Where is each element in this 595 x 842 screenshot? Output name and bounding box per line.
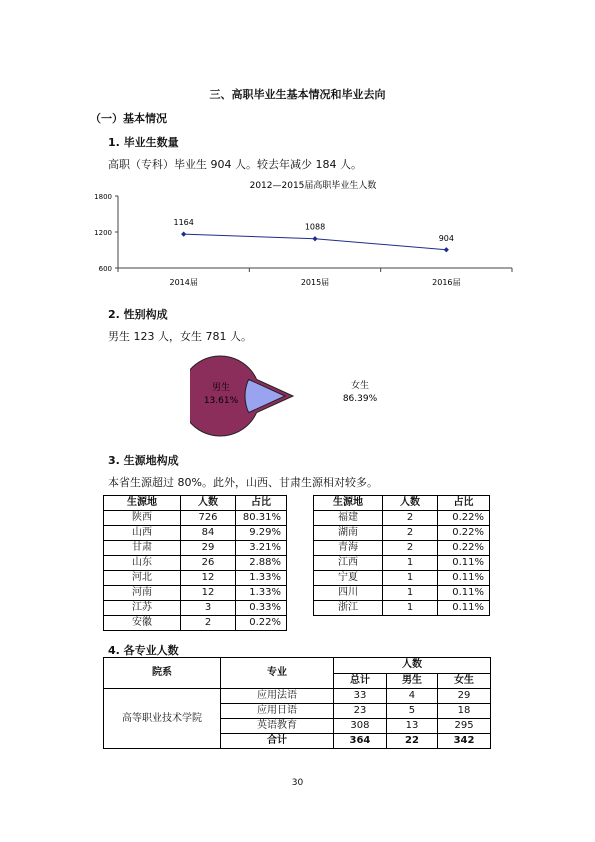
count-cell: 84	[181, 526, 236, 541]
count-cell: 1	[383, 586, 438, 601]
origin-cell: 浙江	[314, 601, 383, 616]
table-header-row	[104, 496, 287, 511]
column-header: 生源地	[104, 496, 181, 511]
heading-origin: 3. 生源地构成	[108, 454, 179, 467]
table-row	[104, 586, 287, 601]
table-row	[314, 541, 490, 556]
origin-cell: 江西	[314, 556, 383, 571]
male-cell: 5	[386, 704, 437, 719]
paragraph-gender: 男生 123 人，女生 781 人。	[108, 330, 252, 343]
count-cell: 2	[383, 526, 438, 541]
share-cell: 0.22%	[438, 511, 490, 526]
data-label: 1088	[304, 222, 326, 232]
heading-graduate-count: 1. 毕业生数量	[108, 136, 179, 149]
series-points	[181, 232, 449, 253]
origin-cell: 四川	[314, 586, 383, 601]
table-row	[104, 541, 287, 556]
share-cell: 0.11%	[438, 601, 490, 616]
female-cell: 295	[438, 719, 491, 734]
origin-cell: 山东	[104, 556, 181, 571]
count-cell: 726	[181, 511, 236, 526]
table-row	[104, 571, 287, 586]
table-header-row	[314, 496, 490, 511]
heading-major: 4. 各专业人数	[108, 644, 179, 657]
count-cell: 1	[383, 571, 438, 586]
column-header: 生源地	[314, 496, 383, 511]
pie-pct-female: 86.39%	[342, 394, 378, 404]
share-cell: 0.22%	[438, 526, 490, 541]
pie-label-male: 男生	[211, 383, 231, 393]
origin-cell: 甘肃	[104, 541, 181, 556]
table-row	[104, 556, 287, 571]
female-cell: 18	[438, 704, 491, 719]
major-cell: 英语教育	[221, 719, 334, 734]
data-label: 904	[438, 233, 454, 243]
male-cell: 4	[386, 689, 437, 704]
data-point	[312, 236, 317, 241]
header-dept: 院系	[104, 658, 221, 689]
x-tick-labels	[169, 278, 460, 287]
table-header-row	[104, 658, 491, 674]
gender-pie-chart	[190, 348, 400, 444]
major-cell: 应用法语	[221, 689, 334, 704]
major-table	[103, 657, 491, 749]
y-tick-label: 1200	[94, 229, 112, 237]
table-row	[104, 601, 287, 616]
sum-male: 22	[386, 734, 437, 749]
table-row	[314, 556, 490, 571]
header-male: 男生	[386, 673, 437, 689]
table-row	[314, 601, 490, 616]
origin-cell: 湖南	[314, 526, 383, 541]
total-cell: 23	[334, 704, 387, 719]
count-cell: 26	[181, 556, 236, 571]
table-row	[314, 511, 490, 526]
count-cell: 1	[383, 601, 438, 616]
origin-cell: 江苏	[104, 601, 181, 616]
origin-cell: 河北	[104, 571, 181, 586]
origin-table-left	[103, 495, 287, 631]
count-cell: 2	[383, 511, 438, 526]
count-cell: 3	[181, 601, 236, 616]
share-cell: 0.11%	[438, 556, 490, 571]
data-point	[444, 247, 449, 252]
table-row	[104, 511, 287, 526]
origin-cell: 安徽	[104, 616, 181, 631]
table-row	[314, 586, 490, 601]
paragraph-graduate-count: 高职（专科）毕业生 904 人。较去年减少 184 人。	[108, 158, 362, 171]
male-cell: 13	[386, 719, 437, 734]
table-row	[104, 616, 287, 631]
y-tick-label: 1800	[94, 193, 112, 201]
x-tick-label: 2016届	[432, 278, 461, 287]
count-cell: 2	[383, 541, 438, 556]
origin-cell: 青海	[314, 541, 383, 556]
column-header: 人数	[181, 496, 236, 511]
header-major: 专业	[221, 658, 334, 689]
pie-pct-male: 13.61%	[203, 396, 239, 406]
count-cell: 29	[181, 541, 236, 556]
x-tick-label: 2015届	[300, 278, 330, 287]
total-cell: 33	[334, 689, 387, 704]
origin-cell: 福建	[314, 511, 383, 526]
paragraph-origin: 本省生源超过 80%。此外，山西、甘肃生源相对较多。	[108, 476, 378, 489]
heading-gender: 2. 性别构成	[108, 308, 168, 321]
share-cell: 0.22%	[236, 616, 287, 631]
sum-female: 342	[438, 734, 491, 749]
share-cell: 0.22%	[438, 541, 490, 556]
table-row	[314, 571, 490, 586]
pie-label-female: 女生	[350, 381, 370, 391]
share-cell: 0.11%	[438, 571, 490, 586]
subsection-basic-info: （一）基本情况	[90, 112, 167, 125]
origin-cell: 河南	[104, 586, 181, 601]
column-header: 人数	[383, 496, 438, 511]
origin-cell: 宁夏	[314, 571, 383, 586]
count-cell: 1	[383, 556, 438, 571]
column-header: 占比	[438, 496, 490, 511]
header-people: 人数	[334, 658, 491, 674]
count-cell: 12	[181, 571, 236, 586]
table-row	[104, 526, 287, 541]
header-female: 女生	[438, 673, 491, 689]
origin-left-body	[104, 511, 287, 631]
column-header: 占比	[236, 496, 287, 511]
share-cell: 0.33%	[236, 601, 287, 616]
y-tick-labels	[94, 193, 118, 273]
chart-title: 2012—2015届高职毕业生人数	[249, 181, 377, 191]
female-cell: 29	[438, 689, 491, 704]
header-total: 总计	[334, 673, 387, 689]
total-cell: 308	[334, 719, 387, 734]
share-cell: 1.33%	[236, 586, 287, 601]
graduate-count-line-chart	[80, 178, 530, 298]
major-cell: 应用日语	[221, 704, 334, 719]
share-cell: 0.11%	[438, 586, 490, 601]
origin-cell: 山西	[104, 526, 181, 541]
share-cell: 80.31%	[236, 511, 287, 526]
share-cell: 9.29%	[236, 526, 287, 541]
origin-cell: 陕西	[104, 511, 181, 526]
share-cell: 2.88%	[236, 556, 287, 571]
sum-label: 合计	[221, 734, 334, 749]
origin-right-body	[314, 511, 490, 616]
y-tick-label: 600	[98, 265, 112, 273]
data-label: 1164	[173, 218, 194, 228]
x-tick-label: 2014届	[169, 278, 198, 287]
data-point	[181, 232, 186, 237]
dept-cell: 高等职业技术学院	[104, 689, 221, 749]
sum-total: 364	[334, 734, 387, 749]
section-title: 三、高职毕业生基本情况和毕业去向	[209, 88, 386, 101]
count-cell: 2	[181, 616, 236, 631]
share-cell: 1.33%	[236, 571, 287, 586]
origin-table-right	[313, 495, 490, 616]
table-row	[314, 526, 490, 541]
count-cell: 12	[181, 586, 236, 601]
table-row	[104, 689, 491, 704]
page-number: 30	[291, 778, 304, 788]
share-cell: 3.21%	[236, 541, 287, 556]
